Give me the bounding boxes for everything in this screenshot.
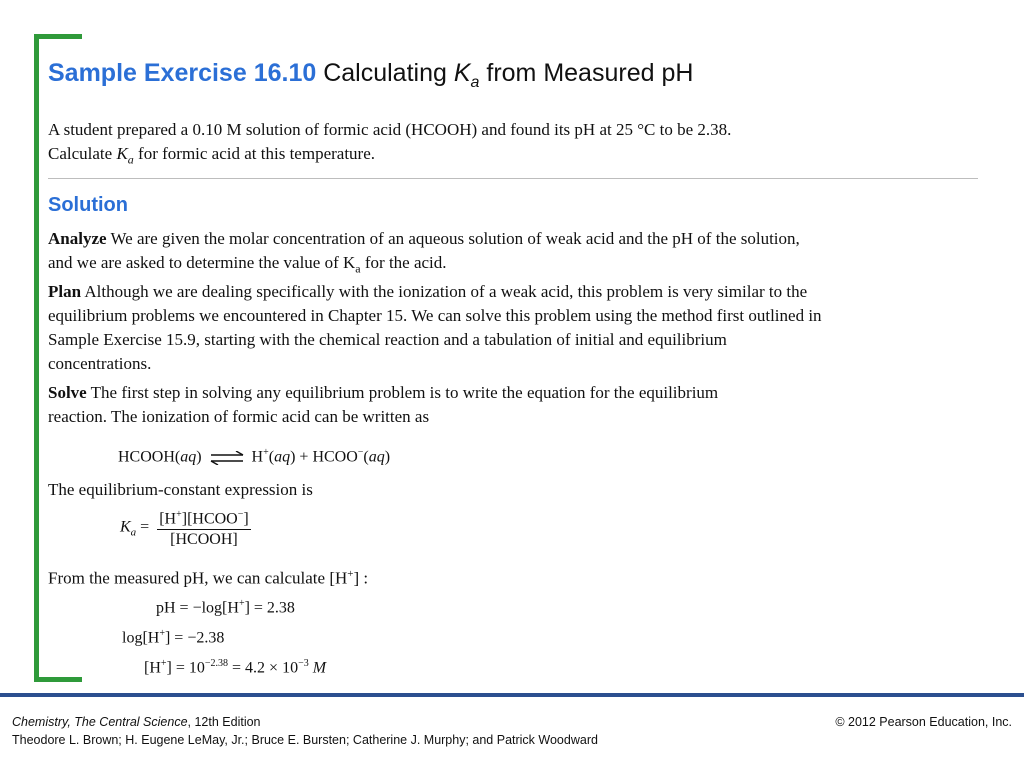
- green-bracket-top: [34, 34, 82, 39]
- analyze-line-1: [48, 227, 800, 251]
- plan-text-1: Although we are dealing specifically with the ionization of a weak acid, this problem is very similar to the: [81, 282, 808, 301]
- analyze-text-2: and we are asked to determine the value of K: [48, 253, 356, 272]
- eq2-sup: +: [159, 628, 165, 639]
- plus-sign: +: [295, 448, 313, 466]
- footer-edition: , 12th Edition: [187, 715, 261, 729]
- eq3-lhs: [H: [144, 659, 161, 677]
- problem-line-2-pre: Calculate: [48, 144, 117, 163]
- eq2-rhs: ] = −2.38: [164, 629, 225, 647]
- eq1-rhs: ] = 2.38: [244, 599, 295, 617]
- analyze-line-2: [48, 251, 447, 280]
- measured-text-post: ] :: [353, 568, 369, 588]
- footer-rule: [0, 693, 1024, 697]
- slide-title: [48, 58, 693, 98]
- equilibrium-arrow-icon: [210, 451, 244, 465]
- solution-heading: Solution: [48, 194, 128, 216]
- constant-expression-text: The equilibrium-constant expression is: [48, 480, 313, 499]
- eq3-mid: ] = 10: [166, 659, 205, 677]
- title-exercise-label: Sample Exercise 16.10: [48, 59, 317, 87]
- ka-equals: =: [136, 518, 154, 536]
- footer-book: [12, 715, 261, 729]
- solve-label: Solve: [48, 383, 87, 402]
- equation-ph: [156, 594, 295, 618]
- eq1-lhs: pH = −log[H: [156, 599, 239, 617]
- problem-line-2: [48, 142, 375, 171]
- footer-copyright: © 2012 Pearson Education, Inc.: [835, 715, 1012, 729]
- ka-num-mid: ][HCOO: [181, 510, 238, 528]
- equation-concentration: [144, 654, 326, 678]
- product-formate-state: aq: [368, 448, 385, 466]
- measured-sup: +: [347, 568, 354, 580]
- eq3-mid2: = 4.2 × 10: [228, 659, 299, 677]
- product-h: H: [251, 448, 264, 466]
- problem-line-1: A student prepared a 0.10 M solution of formic acid (HCOOH) and found its pH at 25 °C to be 2.38.: [48, 120, 732, 139]
- ka-numerator: [157, 505, 251, 530]
- product-h-open: (: [268, 448, 275, 466]
- title-text-pre: Calculating: [323, 59, 454, 87]
- ka-expression: [120, 505, 251, 550]
- eq2-lhs: log[H: [122, 629, 160, 647]
- eq1-sup: +: [238, 598, 245, 609]
- product-h-close: ): [290, 448, 296, 466]
- product-h-state: aq: [274, 448, 291, 466]
- solve-line-1: [48, 381, 718, 405]
- title-a: a: [470, 74, 480, 91]
- product-formate-charge: −: [357, 447, 364, 458]
- analyze-sub: a: [355, 261, 361, 276]
- problem-k: K: [116, 144, 128, 163]
- ka-num-sup2: −: [237, 509, 244, 520]
- problem-line-2-post: for formic acid at this temperature.: [133, 144, 376, 163]
- plan-line-4: concentrations.: [48, 354, 152, 373]
- ka-denominator: [HCOOH]: [170, 531, 238, 549]
- product-formate-close: ): [384, 448, 391, 466]
- title-text: [323, 59, 694, 91]
- reactant-state: aq: [180, 448, 197, 466]
- ka-num-pre: [H: [159, 510, 177, 528]
- ka-a: a: [130, 526, 137, 539]
- eq3-sup: +: [160, 658, 167, 669]
- ka-fraction: [157, 505, 251, 550]
- divider-rule: [48, 178, 978, 179]
- plan-line-3: Sample Exercise 15.9, starting with the chemical reaction and a tabulation of initial and equilibrium: [48, 330, 727, 349]
- ka-k: K: [120, 518, 131, 536]
- product-formate: HCOO: [312, 448, 358, 466]
- title-k: K: [453, 59, 471, 87]
- reactant-close: ): [196, 448, 202, 466]
- ka-num-sup1: +: [176, 509, 182, 520]
- eq3-exp2: −3: [298, 658, 309, 669]
- plan-label: Plan: [48, 282, 82, 301]
- plan-line-2: equilibrium problems we encountered in Chapter 15. We can solve this problem using the method first outlined in: [48, 306, 822, 325]
- footer-book-title: Chemistry, The Central Science: [12, 715, 188, 729]
- analyze-text-1: We are given the molar concentration of an aqueous solution of weak acid and the pH of the solution,: [106, 229, 800, 248]
- title-text-post: from Measured pH: [479, 59, 694, 87]
- ionization-equation: [118, 443, 390, 467]
- green-bracket-bottom: [34, 677, 82, 682]
- measured-ph-text: [48, 562, 368, 591]
- eq3-exp1: −2.38: [204, 658, 229, 669]
- product-formate-open: (: [363, 448, 369, 466]
- reactant: HCOOH(: [118, 448, 181, 466]
- plan-line-1: [48, 280, 807, 304]
- solve-text-1: The first step in solving any equilibrium problem is to write the equation for the equilibrium: [86, 383, 719, 402]
- measured-text-pre: From the measured pH, we can calculate [H: [48, 568, 348, 588]
- problem-a: a: [127, 152, 134, 167]
- equation-log: [122, 624, 224, 648]
- ka-num-post: ]: [243, 510, 249, 528]
- green-bracket-vertical: [34, 34, 39, 682]
- analyze-text-2-post: for the acid.: [360, 253, 447, 272]
- solve-line-2: reaction. The ionization of formic acid can be written as: [48, 407, 430, 426]
- analyze-label: Analyze: [48, 229, 107, 248]
- product-h-charge: +: [263, 447, 269, 458]
- eq3-unit: M: [308, 659, 327, 677]
- footer-authors: Theodore L. Brown; H. Eugene LeMay, Jr.; Bruce E. Bursten; Catherine J. Murphy; and Patrick Woodward: [12, 733, 598, 747]
